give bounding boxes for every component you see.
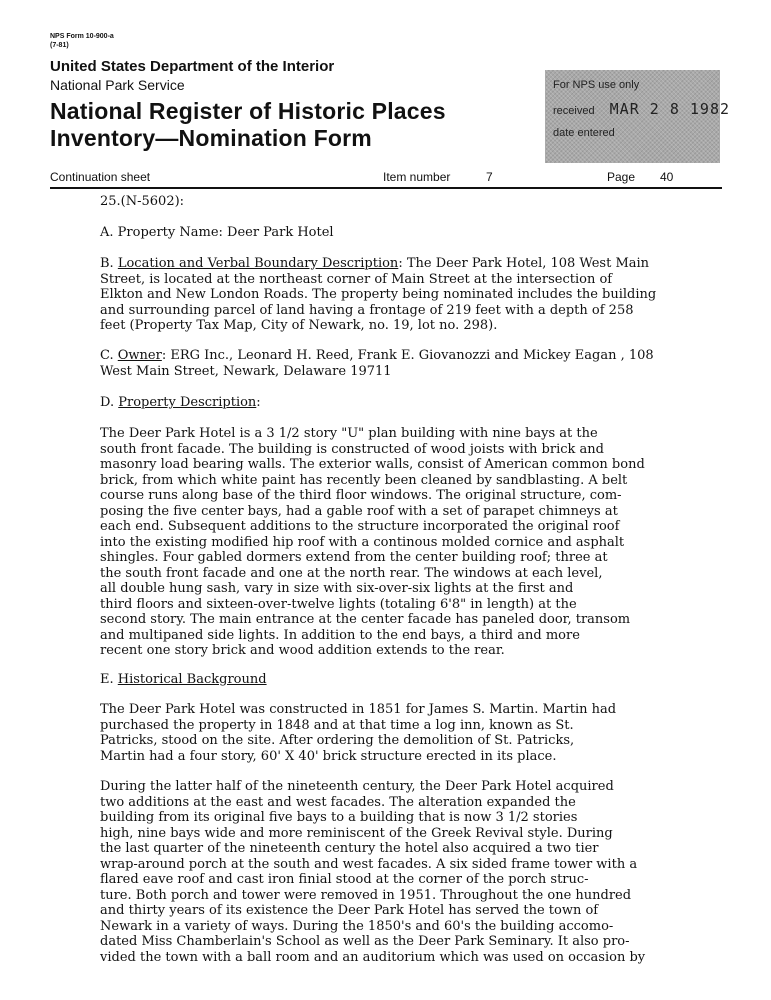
section-e-line: two additions at the east and west facades. The alteration expanded the bbox=[100, 794, 576, 810]
received-label: received bbox=[553, 105, 595, 117]
section-b-line: and surrounding parcel of land having a frontage of 219 feet with a depth of 258 bbox=[100, 302, 634, 318]
section-d-line: third floors and sixteen-over-twelve lights (totaling 6'8" in length) at the bbox=[100, 596, 577, 612]
page-number-value: 40 bbox=[660, 170, 674, 184]
form-revision: (7-81) bbox=[50, 42, 69, 49]
section-b-line: Street, is located at the northeast corner of Main Street at the intersection of bbox=[100, 271, 613, 287]
stamp-line-nps-use: For NPS use only bbox=[553, 79, 640, 91]
section-c-line: : ERG Inc., Leonard H. Reed, Frank E. Giovanozzi and Mickey Eagan , 108 bbox=[161, 348, 654, 363]
form-title bbox=[50, 98, 446, 152]
section-e-line: ture. Both porch and tower were removed in 1951. Throughout the one hundred bbox=[100, 887, 632, 903]
section-c-line: West Main Street, Newark, Delaware 19711 bbox=[100, 363, 392, 379]
section-d-line: the south front facade and one at the north rear. The windows at each level, bbox=[100, 565, 603, 581]
item-number-value: 7 bbox=[486, 170, 493, 184]
section-e-line: wrap-around porch at the south and west facades. A six sided frame tower with a bbox=[100, 856, 638, 872]
section-e-line: and thirty years of its existence the Deer Park Hotel has served the town of bbox=[100, 903, 599, 918]
section-c-prefix: C. bbox=[100, 348, 118, 363]
section-d-line: south front facade. The building is constructed of wood joists with brick and bbox=[100, 441, 604, 457]
continuation-sheet-label: Continuation sheet bbox=[50, 170, 151, 184]
section-b-line: : The Deer Park Hotel, 108 West Main bbox=[398, 256, 650, 271]
section-d-line: into the existing modified hip roof with a continous molded cornice and asphalt bbox=[100, 534, 625, 550]
header-rule bbox=[50, 187, 722, 189]
section-e-line: high, nine bays wide and more reminiscent of the Greek Revival style. During bbox=[100, 825, 613, 841]
section-c-heading: Owner bbox=[117, 348, 162, 363]
section-b-line: feet (Property Tax Map, City of Newark, no. 19, lot no. 298). bbox=[100, 318, 498, 333]
section-e-line: Martin had a four story, 60' X 40' brick structure erected in its place. bbox=[100, 748, 557, 764]
received-date-stamp: MAR 2 8 1982 bbox=[609, 100, 731, 118]
stamp-line-received bbox=[553, 100, 731, 126]
section-d-prefix: D. bbox=[100, 395, 119, 410]
section-d-property-description bbox=[100, 426, 720, 659]
section-d-line: all double hung sash, vary in size with six-over-six lights at the first and bbox=[100, 581, 574, 596]
section-b-line: Elkton and New London Roads. The property being nominated includes the building bbox=[100, 287, 657, 302]
section-e-line: flared eave roof and cast iron finial stood at the corner of the porch struc- bbox=[100, 872, 589, 887]
section-a-property-name: A. Property Name: Deer Park Hotel bbox=[100, 225, 334, 240]
section-b-heading: Location and Verbal Boundary Description bbox=[117, 256, 399, 271]
section-d-line: course runs along base of the third floor windows. The original structure, com- bbox=[100, 488, 622, 503]
section-e-line: building from its original five bays to a building that is now 3 1/2 stories bbox=[100, 810, 578, 825]
section-d-line: recent one story brick and wood addition extends to the rear. bbox=[100, 643, 505, 658]
section-e-line: the last quarter of the nineteenth century the hotel also acquired a two tier bbox=[100, 841, 599, 856]
section-d-line: shingles. Four gabled dormers extend from the center building roof; three at bbox=[100, 550, 608, 565]
section-d-line: posing the five center bays, had a gable roof with a set of parapet chimneys at bbox=[100, 503, 618, 519]
section-e-line: Patricks, stood on the site. After ordering the demolition of St. Patricks, bbox=[100, 733, 575, 748]
nps-use-only-stamp bbox=[545, 70, 731, 163]
service-name: National Park Service bbox=[50, 77, 185, 93]
section-d-heading: Property Description bbox=[118, 395, 257, 410]
section-d-heading-line bbox=[100, 395, 720, 411]
section-e-line: The Deer Park Hotel was constructed in 1851 for James S. Martin. Martin had bbox=[100, 702, 617, 717]
section-e-heading: Historical Background bbox=[117, 672, 267, 687]
section-c-owner bbox=[100, 348, 720, 379]
section-b-location bbox=[100, 256, 720, 334]
section-d-line: and multipaned side lights. In addition to the end bays, a third and more bbox=[100, 627, 580, 643]
department-name: United States Department of the Interior bbox=[50, 58, 335, 75]
page-label: Page bbox=[607, 170, 636, 184]
section-d-line: masonry load bearing walls. The exterior walls, consist of American common bond bbox=[100, 457, 645, 472]
item-number-label: Item number bbox=[383, 170, 451, 184]
stamp-line-date-entered: date entered bbox=[553, 127, 615, 139]
section-e-line: purchased the property in 1848 and at that time a log inn, known as St. bbox=[100, 717, 574, 733]
form-id bbox=[50, 32, 114, 50]
section-e-paragraph-2 bbox=[100, 779, 720, 965]
section-d-line: each end. Subsequent additions to the structure incorporated the original roof bbox=[100, 519, 620, 534]
section-d-suffix: : bbox=[256, 395, 261, 410]
section-d-line: brick, from which white paint has recently been cleaned by sandblasting. A belt bbox=[100, 472, 628, 488]
section-e-paragraph-1 bbox=[100, 702, 720, 764]
reference-number: 25.(N-5602): bbox=[100, 194, 185, 209]
form-title-line2: Inventory—Nomination Form bbox=[50, 125, 372, 151]
section-e-line: Newark in a variety of ways. During the 1850's and 60's the building accomo- bbox=[100, 918, 614, 934]
section-d-line: second story. The main entrance at the center facade has paneled door, transom bbox=[100, 612, 631, 627]
section-d-line: The Deer Park Hotel is a 3 1/2 story "U" plan building with nine bays at the bbox=[100, 426, 598, 441]
form-number: NPS Form 10-900-a bbox=[50, 33, 114, 40]
form-title-line1: National Register of Historic Places bbox=[50, 98, 446, 124]
section-e-line: dated Miss Chamberlain's School as well as the Deer Park Seminary. It also pro- bbox=[100, 934, 630, 949]
section-e-heading-line bbox=[100, 672, 720, 688]
section-b-prefix: B. bbox=[100, 256, 118, 271]
section-e-prefix: E. bbox=[100, 672, 118, 687]
section-e-line: vided the town with a ball room and an auditorium which was used on occasion by bbox=[100, 949, 646, 965]
section-e-line: During the latter half of the nineteenth century, the Deer Park Hotel acquired bbox=[100, 779, 614, 794]
